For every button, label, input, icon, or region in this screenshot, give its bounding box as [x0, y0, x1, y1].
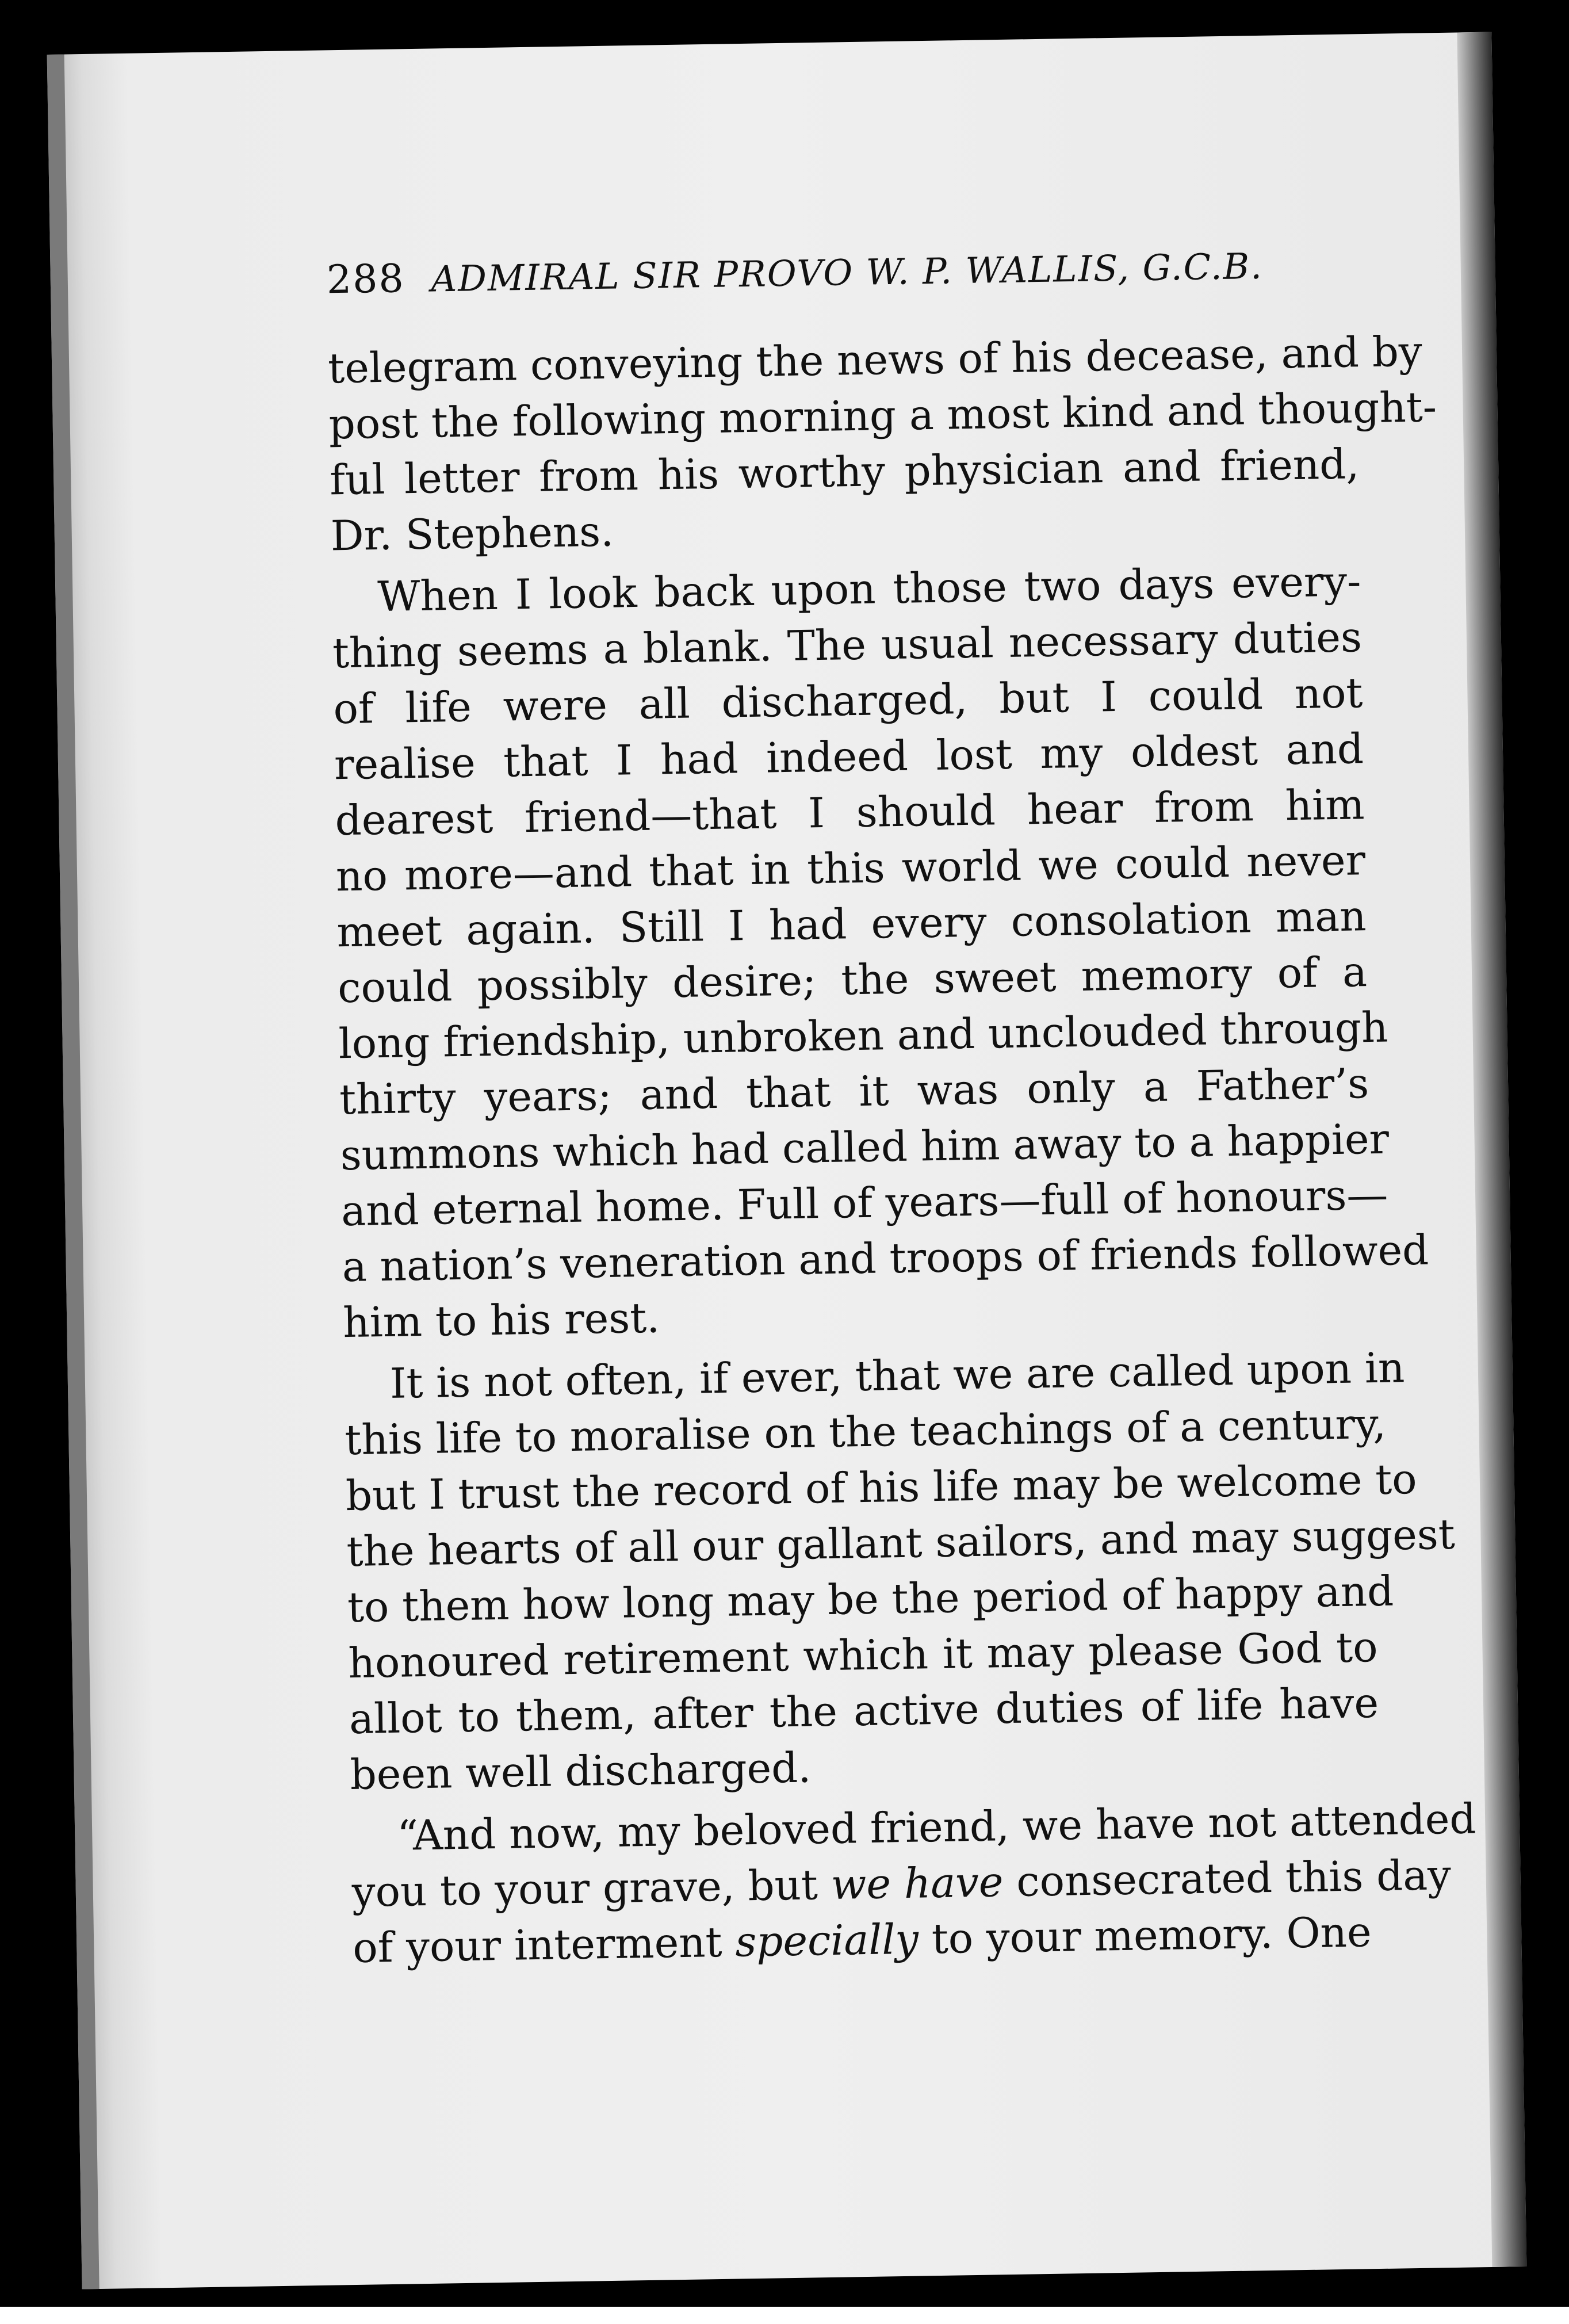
- text-segment: thirty years; and that it was only a Father’s: [339, 1059, 1369, 1124]
- film-edge: [0, 2307, 1569, 2324]
- running-title: ADMIRAL SIR PROVO W. P. WALLIS, G.C.B.: [430, 244, 1264, 300]
- text-segment: thing seems a blank. The usual necessary duties: [332, 613, 1363, 678]
- book-page: [47, 32, 1527, 2289]
- text-segment: you to your grave, but: [351, 1860, 832, 1917]
- text-segment: of your interment: [352, 1917, 736, 1973]
- text-segment: this life to moralise on the teachings of a century,: [344, 1399, 1387, 1465]
- text-segment: could possibly desire; the sweet memory of a: [337, 947, 1368, 1012]
- text-segment: allot to them, after the active duties of life have: [349, 1678, 1379, 1744]
- text-segment: but I trust the record of his life may be welcome to: [345, 1454, 1418, 1520]
- text-segment: realise that I had indeed lost my oldest and: [334, 724, 1364, 789]
- paragraph: [331, 553, 1429, 1351]
- paragraph: [351, 1792, 1477, 1976]
- paragraph: [343, 1340, 1456, 1803]
- running-header: [326, 242, 1339, 303]
- page-number: 288: [326, 256, 405, 303]
- text-segment: “And now, my beloved friend, we have not attended: [396, 1794, 1477, 1860]
- text-segment: It is not often, if ever, that we are called upon in: [389, 1343, 1405, 1408]
- text-segment: him to his rest.: [342, 1293, 660, 1347]
- text-segment: to your memory. One: [918, 1908, 1372, 1963]
- text-segment: ful letter from his worthy physician and friend,: [329, 439, 1360, 504]
- text-segment: honoured retirement which it may please God to: [347, 1622, 1379, 1688]
- text-segment: specially: [734, 1914, 919, 1966]
- text-segment: telegram conveying the news of his decease, and by: [327, 327, 1423, 393]
- text-segment: post the following morning a most kind and thought-: [328, 383, 1437, 449]
- text-segment: and eternal home. Full of years—full of honours—: [340, 1170, 1388, 1236]
- film-mark: [207, 35, 242, 46]
- text-segment: we have: [831, 1857, 1004, 1909]
- text-segment: been well discharged.: [350, 1743, 812, 1799]
- body-text: [327, 324, 1477, 1982]
- text-segment: summons which had called him away to a happier: [340, 1114, 1390, 1180]
- text-segment: the hearts of all our gallant sailors, and may suggest: [346, 1509, 1456, 1576]
- text-segment: dearest friend—that I should hear from him: [334, 780, 1365, 845]
- text-segment: Dr. Stephens.: [330, 507, 614, 560]
- text-segment: long friendship, unbroken and unclouded through: [338, 1003, 1389, 1068]
- paragraph: [327, 324, 1437, 564]
- text-segment: meet again. Still I had every consolation man: [336, 892, 1367, 957]
- text-segment: to them how long may be the period of happy and: [347, 1566, 1394, 1632]
- text-segment: no more—and that in this world we could never: [335, 836, 1366, 901]
- text-segment: of life were all discharged, but I could not: [332, 668, 1364, 733]
- text-segment: a nation’s veneration and troops of friends followed: [342, 1225, 1429, 1291]
- text-segment: When I look back upon those two days every-: [377, 557, 1361, 621]
- text-segment: consecrated this day: [1002, 1851, 1452, 1906]
